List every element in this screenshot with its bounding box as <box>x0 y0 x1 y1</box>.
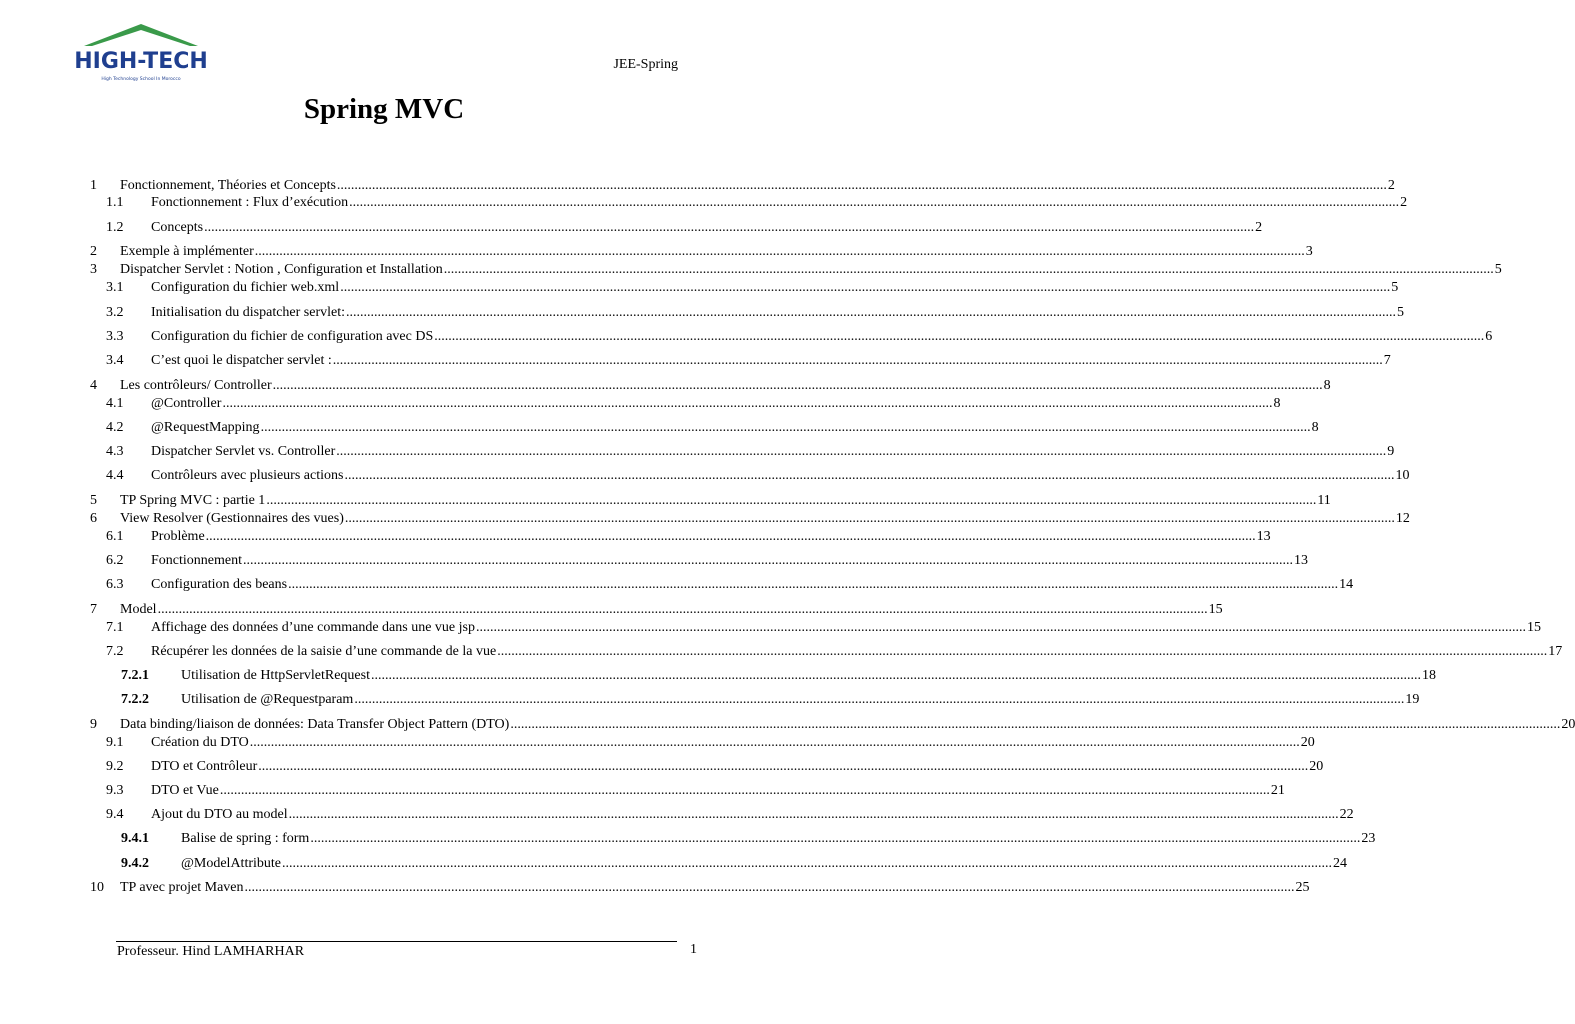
toc-entry-leader: ............................................................................................................................................................................................................................................................................................................ <box>332 353 1383 368</box>
toc-entry-page: 6 <box>1485 329 1493 344</box>
page-number: 1 <box>690 942 697 957</box>
toc-entry-title: Ajout du DTO au model <box>151 807 288 822</box>
toc-entry-title: Model <box>120 602 157 617</box>
toc-entry-page: 14 <box>1339 577 1354 592</box>
toc-entry[interactable] <box>0 492 1331 510</box>
toc-entry-page: 8 <box>1323 378 1331 393</box>
toc-entry-title: Utilisation de @Requestparam <box>181 692 354 707</box>
toc-entry-title: Balise de spring : form <box>181 831 310 846</box>
toc-entry-leader: ............................................................................................................................................................................................................................................................................................................ <box>475 620 1526 635</box>
toc-entry-number: 7.1 <box>106 620 124 635</box>
course-label: JEE-Spring <box>613 57 678 72</box>
toc-entry-leader: ............................................................................................................................................................................................................................................................................................................ <box>443 262 1494 277</box>
toc-entry[interactable] <box>0 806 1354 824</box>
toc-entry-number: 3.4 <box>106 353 124 368</box>
toc-entry-title: View Resolver (Gestionnaires des vues) <box>120 511 344 526</box>
toc-entry-page: 20 <box>1309 759 1324 774</box>
toc-entry[interactable] <box>0 619 1541 637</box>
toc-entry-title: @ModelAttribute <box>181 856 281 871</box>
toc-entry-number: 4.3 <box>106 444 124 459</box>
toc-entry[interactable] <box>0 219 1263 237</box>
toc-entry-page: 19 <box>1405 692 1420 707</box>
footer-author: Professeur. Hind LAMHARHAR <box>117 944 305 959</box>
toc-entry-title: Configuration du fichier de configuration avec DS <box>151 329 434 344</box>
toc-entry-title: Initialisation du dispatcher servlet: <box>151 305 346 320</box>
toc-entry-leader: ............................................................................................................................................................................................................................................................................................................ <box>354 692 1405 707</box>
toc-entry-title: Concepts <box>151 220 204 235</box>
toc-entry-page: 10 <box>1395 468 1410 483</box>
toc-entry-number: 2 <box>90 244 97 259</box>
toc-entry-title: TP avec projet Maven <box>120 880 244 895</box>
toc-entry[interactable] <box>0 855 1347 873</box>
toc-entry[interactable] <box>0 643 1563 661</box>
toc-entry-leader: ............................................................................................................................................................................................................................................................................................................ <box>434 329 1485 344</box>
toc-entry[interactable] <box>0 758 1324 776</box>
toc-entry-number: 6.3 <box>106 577 124 592</box>
toc-entry-page: 2 <box>1400 195 1408 210</box>
toc-entry[interactable] <box>0 352 1391 370</box>
toc-entry[interactable] <box>0 395 1281 413</box>
logo-tagline: High Technology School In Morocco <box>101 77 181 82</box>
toc-entry-number: 9.4 <box>106 807 124 822</box>
toc-entry-leader: ............................................................................................................................................................................................................................................................................................................ <box>510 717 1561 732</box>
toc-entry-title: Configuration du fichier web.xml <box>151 280 340 295</box>
toc-entry-number: 9 <box>90 717 97 732</box>
toc-entry-leader: ............................................................................................................................................................................................................................................................................................................ <box>340 280 1391 295</box>
toc-entry[interactable] <box>0 601 1223 619</box>
toc-entry-number: 5 <box>90 493 97 508</box>
toc-entry-leader: ............................................................................................................................................................................................................................................................................................................ <box>219 783 1270 798</box>
toc-entry-page: 11 <box>1317 493 1331 508</box>
toc-entry-number: 1.2 <box>106 220 124 235</box>
toc-entry-title: Les contrôleurs/ Controller <box>120 378 272 393</box>
toc-entry[interactable] <box>0 528 1271 546</box>
toc-entry-leader: ............................................................................................................................................................................................................................................................................................................ <box>243 553 1293 568</box>
toc-entry-page: 24 <box>1333 856 1347 871</box>
toc-entry-page: 7 <box>1383 353 1391 368</box>
toc-entry-number: 4.4 <box>106 468 124 483</box>
toc-entry-number: 9.3 <box>106 783 124 798</box>
toc-entry-number: 6.2 <box>106 553 124 568</box>
toc-entry-page: 15 <box>1526 620 1541 635</box>
toc-entry-page: 8 <box>1311 420 1319 435</box>
toc-entry-title: Configuration des beans <box>151 577 288 592</box>
toc-entry-leader: ............................................................................................................................................................................................................................................................................................................ <box>310 831 1361 846</box>
toc-entry-title: DTO et Contrôleur <box>151 759 258 774</box>
toc-entry-title: C’est quoi le dispatcher servlet : <box>151 353 332 368</box>
toc-entry-title: Exemple à implémenter <box>120 244 254 259</box>
toc-entry[interactable] <box>0 261 1502 279</box>
toc-entry-leader: ............................................................................................................................................................................................................................................................................................................ <box>254 244 1305 259</box>
toc-entry-page: 21 <box>1270 783 1285 798</box>
toc-entry[interactable] <box>0 377 1331 395</box>
toc-entry-title: Récupérer les données de la saisie d’une commande de la vue <box>151 644 497 659</box>
toc-entry-number: 10 <box>90 880 104 895</box>
toc-entry-title: Dispatcher Servlet : Notion , Configuration et Installation <box>120 262 443 277</box>
toc-entry-page: 2 <box>1255 220 1263 235</box>
toc-entry[interactable] <box>0 243 1313 261</box>
toc-entry[interactable] <box>0 467 1410 485</box>
toc-entry-title: Data binding/liaison de données: Data Transfer Object Pattern (DTO) <box>120 717 510 732</box>
toc-entry[interactable] <box>0 194 1408 212</box>
toc-entry-page: 25 <box>1295 880 1310 895</box>
toc-entry-title: Fonctionnement, Théories et Concepts <box>120 178 336 193</box>
toc-entry[interactable] <box>0 576 1354 594</box>
toc-entry[interactable] <box>0 552 1308 570</box>
toc-entry-leader: ............................................................................................................................................................................................................................................................................................................ <box>249 735 1300 750</box>
toc-entry-number: 6 <box>90 511 97 526</box>
toc-entry-title: Fonctionnement <box>151 553 242 568</box>
toc-entry-title: Utilisation de HttpServletRequest <box>181 668 370 683</box>
toc-entry-number: 3.1 <box>106 280 124 295</box>
toc-entry-number: 4.1 <box>106 396 124 411</box>
toc-entry-title: @RequestMapping <box>151 420 260 435</box>
toc-entry-page: 20 <box>1561 717 1575 732</box>
toc-entry[interactable] <box>0 419 1319 437</box>
toc-entry[interactable] <box>0 510 1410 528</box>
toc-entry-page: 20 <box>1300 735 1315 750</box>
toc-entry[interactable] <box>0 782 1285 800</box>
toc-entry[interactable] <box>0 667 1436 685</box>
toc-entry[interactable] <box>0 304 1405 322</box>
toc-entry-number: 7.2.2 <box>121 692 149 707</box>
toc-entry-leader: ............................................................................................................................................................................................................................................................................................................ <box>344 468 1395 483</box>
footer-divider <box>116 941 677 942</box>
toc-entry-title: @Controller <box>151 396 222 411</box>
toc-entry-title: Fonctionnement : Flux d’exécution <box>151 195 349 210</box>
toc-entry-title: Contrôleurs avec plusieurs actions <box>151 468 344 483</box>
toc-entry-title: DTO et Vue <box>151 783 219 798</box>
toc-entry-number: 4.2 <box>106 420 124 435</box>
toc-entry-leader: ............................................................................................................................................................................................................................................................................................................ <box>260 420 1311 435</box>
toc-entry-page: 3 <box>1305 244 1313 259</box>
toc-entry-page: 8 <box>1273 396 1281 411</box>
toc-entry-page: 13 <box>1256 529 1271 544</box>
toc-entry-number: 1 <box>90 178 97 193</box>
toc-entry-page: 2 <box>1387 178 1395 193</box>
toc-entry-leader: ............................................................................................................................................................................................................................................................................................................ <box>370 668 1421 683</box>
toc-entry-number: 9.4.2 <box>121 856 149 871</box>
toc-entry-number: 7.2.1 <box>121 668 149 683</box>
toc-entry-number: 3.3 <box>106 329 124 344</box>
toc-entry[interactable] <box>0 443 1395 461</box>
toc-entry[interactable] <box>0 177 1395 195</box>
toc-entry-number: 7 <box>90 602 97 617</box>
toc-entry[interactable] <box>0 734 1315 752</box>
toc-entry-page: 17 <box>1548 644 1563 659</box>
toc-entry-title: Problème <box>151 529 205 544</box>
toc-entry-leader: ............................................................................................................................................................................................................................................................................................................ <box>272 378 1323 393</box>
toc-entry-page: 9 <box>1387 444 1395 459</box>
toc-entry[interactable] <box>0 328 1493 346</box>
toc-entry-leader: ............................................................................................................................................................................................................................................................................................................ <box>157 602 1208 617</box>
toc-entry-number: 1.1 <box>106 195 124 210</box>
toc-entry-title: Affichage des données d’une commande dans une vue jsp <box>151 620 475 635</box>
toc-entry-leader: ............................................................................................................................................................................................................................................................................................................ <box>205 529 1256 544</box>
toc-entry-leader: ............................................................................................................................................................................................................................................................................................................ <box>336 444 1387 459</box>
toc-entry-leader: ............................................................................................................................................................................................................................................................................................................ <box>222 396 1273 411</box>
toc-entry-leader: ............................................................................................................................................................................................................................................................................................................ <box>266 493 1317 508</box>
toc-entry-leader: ............................................................................................................................................................................................................................................................................................................ <box>346 305 1397 320</box>
toc-entry-number: 9.4.1 <box>121 831 149 846</box>
toc-entry-leader: ............................................................................................................................................................................................................................................................................................................ <box>497 644 1548 659</box>
toc-entry-number: 9.2 <box>106 759 124 774</box>
toc-entry[interactable] <box>0 716 1575 734</box>
toc-entry-title: Création du DTO <box>151 735 249 750</box>
toc-entry-leader: ............................................................................................................................................................................................................................................................................................................ <box>204 220 1255 235</box>
toc-entry-number: 6.1 <box>106 529 124 544</box>
toc-entry-page: 23 <box>1361 831 1376 846</box>
toc-entry-leader: ............................................................................................................................................................................................................................................................................................................ <box>282 856 1332 871</box>
toc-entry-number: 4 <box>90 378 97 393</box>
toc-entry-leader: ............................................................................................................................................................................................................................................................................................................ <box>336 178 1387 193</box>
toc-entry-page: 12 <box>1395 511 1410 526</box>
toc-entry-title: Dispatcher Servlet vs. Controller <box>151 444 336 459</box>
toc-entry-page: 18 <box>1421 668 1436 683</box>
toc-entry-page: 13 <box>1294 553 1308 568</box>
logo-wordmark: HIGH-TECH <box>74 49 208 74</box>
toc-entry-leader: ............................................................................................................................................................................................................................................................................................................ <box>258 759 1309 774</box>
toc-entry-page: 5 <box>1397 305 1405 320</box>
toc-entry-number: 3.2 <box>106 305 124 320</box>
toc-entry-page: 15 <box>1208 602 1223 617</box>
toc-entry-number: 3 <box>90 262 97 277</box>
toc-entry-title: TP Spring MVC : partie 1 <box>120 493 266 508</box>
toc-entry-number: 9.1 <box>106 735 124 750</box>
toc-entry-leader: ............................................................................................................................................................................................................................................................................................................ <box>288 807 1339 822</box>
toc-entry-leader: ............................................................................................................................................................................................................................................................................................................ <box>288 577 1339 592</box>
toc-entry-leader: ............................................................................................................................................................................................................................................................................................................ <box>244 880 1295 895</box>
toc-entry-page: 22 <box>1339 807 1354 822</box>
toc-entry-number: 7.2 <box>106 644 124 659</box>
toc-entry-leader: ............................................................................................................................................................................................................................................................................................................ <box>344 511 1395 526</box>
toc-entry[interactable] <box>0 279 1399 297</box>
toc-entry[interactable] <box>0 830 1376 848</box>
toc-entry-leader: ............................................................................................................................................................................................................................................................................................................ <box>349 195 1400 210</box>
toc-entry[interactable] <box>0 879 1310 897</box>
toc-entry[interactable] <box>0 691 1420 709</box>
toc-entry-page: 5 <box>1391 280 1399 295</box>
page-title: Spring MVC <box>303 93 465 125</box>
toc-entry-page: 5 <box>1494 262 1502 277</box>
